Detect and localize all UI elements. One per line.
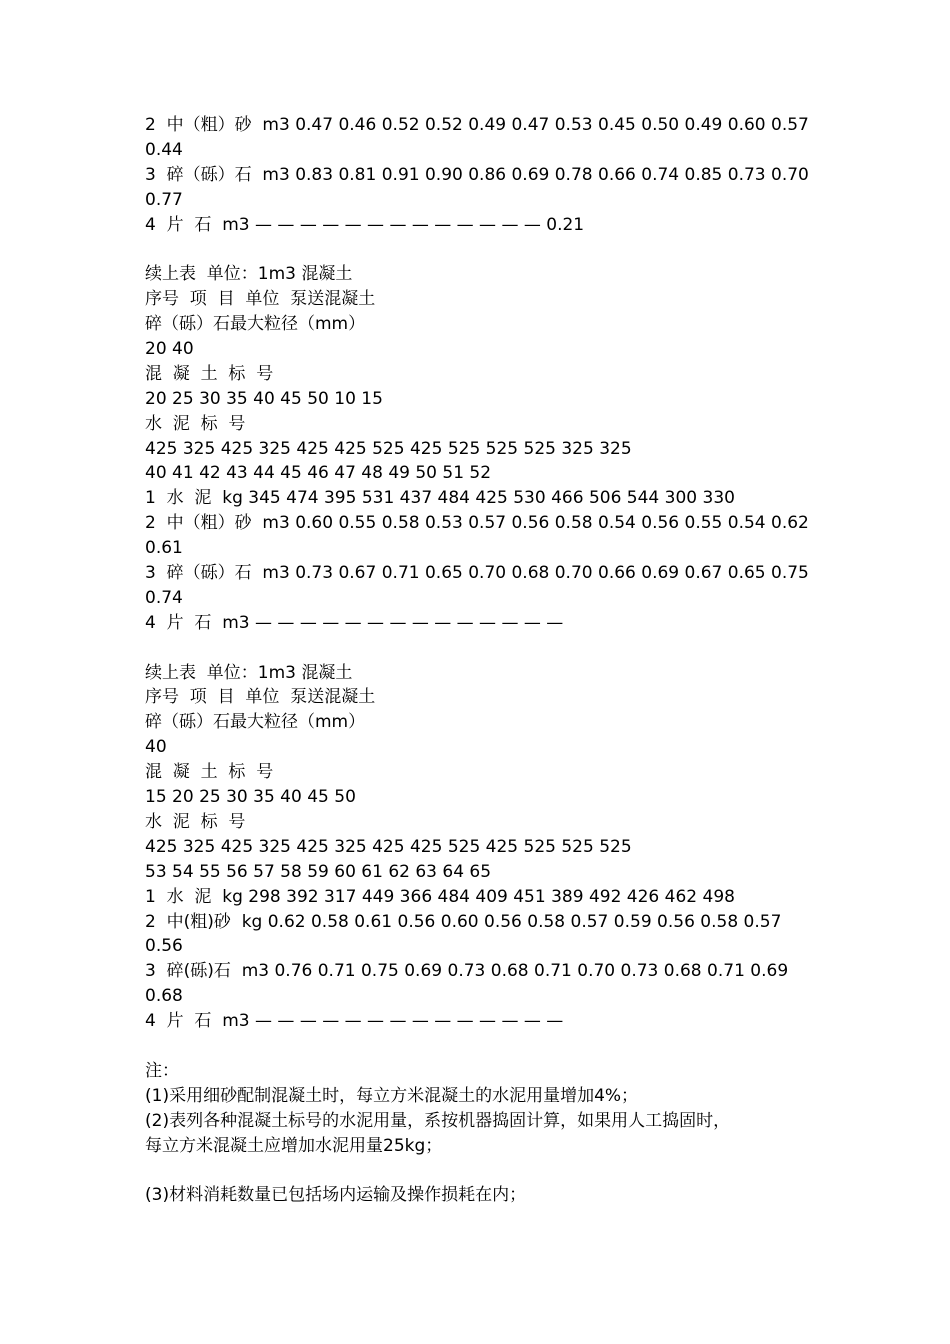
table-header: 碎（砾）石最大粒径（mm） bbox=[145, 314, 366, 335]
table-caption: 续上表 单位：1m3 混凝土 bbox=[145, 662, 353, 683]
notes-heading: 注： bbox=[145, 1060, 179, 1081]
table-row-wrap: 0.61 bbox=[145, 538, 183, 559]
spacer bbox=[145, 1158, 950, 1183]
table-header: 20 25 30 35 40 45 50 10 15 bbox=[145, 388, 383, 409]
note-item-wrap: 每立方米混凝土应增加水泥用量25kg； bbox=[145, 1135, 443, 1156]
spacer bbox=[145, 636, 950, 661]
table-row: 2 中（粗）砂 m3 0.47 0.46 0.52 0.52 0.49 0.47 0.53 0.45 0.50 0.49 0.60 0.57 bbox=[145, 115, 809, 135]
table-row: 2 中(粗)砂 kg 0.62 0.58 0.61 0.56 0.60 0.56 0.58 0.57 0.59 0.56 0.58 0.57 bbox=[145, 911, 782, 932]
table-caption: 续上表 单位：1m3 混凝土 bbox=[145, 264, 353, 285]
note-item: (3)材料消耗数量已包括场内运输及操作损耗在内； bbox=[145, 1185, 527, 1206]
document-page bbox=[0, 113, 950, 1208]
table-header: 序号 项 目 单位 泵送混凝土 bbox=[145, 687, 376, 708]
table-header: 425 325 425 325 425 325 425 425 525 425 525 525 525 bbox=[145, 836, 632, 857]
table-header: 序号 项 目 单位 泵送混凝土 bbox=[145, 289, 376, 310]
table-section-3 bbox=[145, 661, 950, 1034]
spacer bbox=[145, 237, 950, 262]
table-row: 4 片 石 m3 — — — — — — — — — — — — — — bbox=[145, 1011, 564, 1032]
table-row-wrap: 0.74 bbox=[145, 587, 183, 608]
table-row: 4 片 石 m3 — — — — — — — — — — — — — — bbox=[145, 612, 564, 633]
notes-section bbox=[145, 1059, 950, 1208]
table-row: 2 中（粗）砂 m3 0.60 0.55 0.58 0.53 0.57 0.56 0.58 0.54 0.56 0.55 0.54 0.62 bbox=[145, 513, 809, 534]
table-row: 1 水 泥 kg 345 474 395 531 437 484 425 530 466 506 544 300 330 bbox=[145, 488, 735, 509]
table-row: 1 水 泥 kg 298 392 317 449 366 484 409 451 389 492 426 462 498 bbox=[145, 886, 735, 907]
table-row: 3 碎（砾）石 m3 0.83 0.81 0.91 0.90 0.86 0.69 0.78 0.66 0.74 0.85 0.73 0.70 bbox=[145, 164, 809, 185]
table-header: 混 凝 土 标 号 bbox=[145, 363, 274, 384]
spacer bbox=[145, 1034, 950, 1059]
table-section-top bbox=[145, 113, 950, 237]
table-header: 40 bbox=[145, 737, 167, 758]
note-item: (2)表列各种混凝土标号的水泥用量，系按机器捣固计算，如果用人工捣固时， bbox=[145, 1110, 731, 1131]
table-header: 40 41 42 43 44 45 46 47 48 49 50 51 52 bbox=[145, 463, 492, 484]
note-item: (1)采用细砂配制混凝土时，每立方米混凝土的水泥用量增加4%； bbox=[145, 1085, 639, 1106]
table-header: 碎（砾）石最大粒径（mm） bbox=[145, 712, 366, 733]
table-row-wrap: 0.68 bbox=[145, 986, 183, 1007]
table-row-wrap: 0.56 bbox=[145, 936, 183, 957]
table-header: 53 54 55 56 57 58 59 60 61 62 63 64 65 bbox=[145, 861, 492, 882]
table-header: 15 20 25 30 35 40 45 50 bbox=[145, 787, 356, 808]
table-row: 4 片 石 m3 — — — — — — — — — — — — — 0.21 bbox=[145, 214, 585, 235]
table-row: 3 碎（砾）石 m3 0.73 0.67 0.71 0.65 0.70 0.68 0.70 0.66 0.69 0.67 0.65 0.75 bbox=[145, 563, 809, 584]
table-row-wrap: 0.77 bbox=[145, 189, 183, 210]
table-header: 混 凝 土 标 号 bbox=[145, 762, 274, 783]
table-row: 3 碎(砾)石 m3 0.76 0.71 0.75 0.69 0.73 0.68 0.71 0.70 0.73 0.68 0.71 0.69 bbox=[145, 961, 789, 982]
table-header: 20 40 bbox=[145, 339, 194, 360]
table-header: 水 泥 标 号 bbox=[145, 811, 246, 832]
table-section-2 bbox=[145, 262, 950, 635]
table-row-wrap: 0.44 bbox=[145, 139, 183, 160]
table-header: 水 泥 标 号 bbox=[145, 413, 246, 434]
table-header: 425 325 425 325 425 425 525 425 525 525 525 325 325 bbox=[145, 438, 632, 459]
